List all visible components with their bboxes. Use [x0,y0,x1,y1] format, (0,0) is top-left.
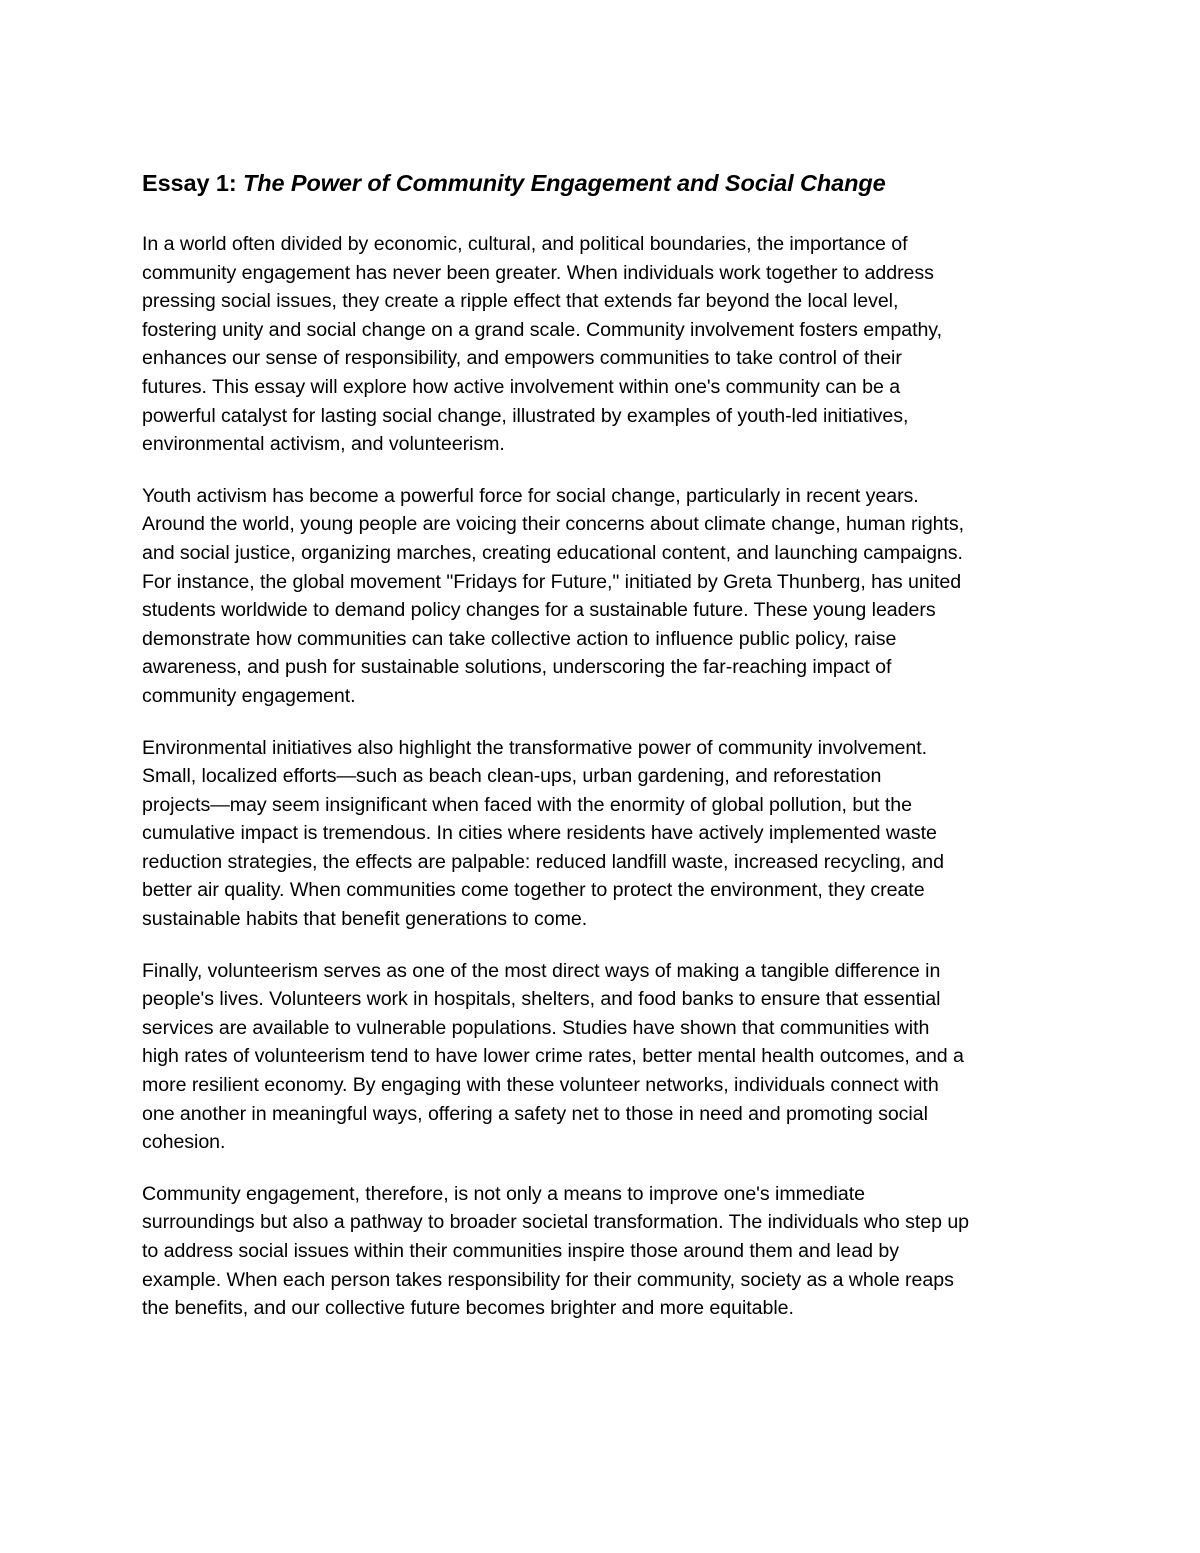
paragraph-line: For instance, the global movement "Fridays for Future," initiated by Greta Thunberg, has united [142,570,962,593]
paragraph-line: community engagement has never been greater. When individuals work together to address [142,261,934,284]
paragraph-environmental [142,734,1067,934]
paragraph-line: Small, localized efforts—such as beach clean-ups, urban gardening, and reforestation [142,765,882,788]
paragraph-line: to address social issues within their communities inspire those around them and lead by [142,1240,899,1262]
paragraph-line: and social justice, organizing marches, creating educational content, and launching campaigns. [142,541,963,564]
paragraph-line: Youth activism has become a powerful force for social change, particularly in recent years. [142,484,919,507]
paragraph-line: fostering unity and social change on a grand scale. Community involvement fosters empathy, [142,318,942,341]
paragraph-line: Around the world, young people are voicing their concerns about climate change, human rights, [142,513,965,536]
paragraph-line: students worldwide to demand policy changes for a sustainable future. These young leaders [142,599,936,622]
paragraph-line: one another in meaningful ways, offering a safety net to those in need and promoting social [142,1102,928,1125]
essay-heading [142,166,1067,200]
essay-heading-title: The Power of Community Engagement and Social Change [243,170,886,196]
paragraph-line: reduction strategies, the effects are palpable: reduced landfill waste, increased recycling, and [142,850,944,873]
paragraph-line: the benefits, and our collective future becomes brighter and more equitable. [142,1297,794,1320]
essay-body [142,166,1067,1346]
paragraph-line: projects—may seem insignificant when faced with the enormity of global pollution, but the [142,793,912,816]
paragraph-intro [142,230,1067,459]
paragraph-line: cohesion. [142,1131,226,1154]
paragraph-line: Environmental initiatives also highlight the transformative power of community involvement. [142,736,928,759]
paragraph-line: Community engagement, therefore, is not only a means to improve one's immediate [142,1182,865,1205]
paragraph-line: pressing social issues, they create a ripple effect that extends far beyond the local level, [142,290,899,313]
paragraph-line: example. When each person takes responsibility for their community, society as a whole reaps [142,1268,954,1291]
paragraph-line: In a world often divided by economic, cultural, and political boundaries, the importance of [142,233,908,255]
paragraph-line: awareness, and push for sustainable solutions, underscoring the far-reaching impact of [142,656,892,679]
paragraph-line: community engagement. [142,684,356,707]
paragraph-line: powerful catalyst for lasting social change, illustrated by examples of youth-led initiatives, [142,404,909,427]
paragraph-line: more resilient economy. By engaging with these volunteer networks, individuals connect with [142,1074,939,1097]
paragraph-line: high rates of volunteerism tend to have lower crime rates, better mental health outcomes, and a [142,1045,964,1068]
paragraph-youth-activism [142,482,1067,711]
paragraph-line: cumulative impact is tremendous. In cities where residents have actively implemented waste [142,822,937,845]
paragraph-line: futures. This essay will explore how active involvement within one's community can be a [142,375,901,398]
paragraph-line: surroundings but also a pathway to broader societal transformation. The individuals who step up [142,1211,970,1234]
paragraph-line: enhances our sense of responsibility, and empowers communities to take control of their [142,347,902,370]
paragraph-volunteerism [142,957,1067,1157]
paragraph-line: demonstrate how communities can take collective action to influence public policy, raise [142,627,897,650]
essay-heading-prefix: Essay 1: [142,170,244,196]
paragraph-line: Finally, volunteerism serves as one of the most direct ways of making a tangible difference in [142,959,941,982]
paragraph-line: better air quality. When communities come together to protect the environment, they create [142,879,925,902]
paragraph-line: sustainable habits that benefit generations to come. [142,908,588,931]
paragraph-line: services are available to vulnerable populations. Studies have shown that communities with [142,1016,930,1039]
paragraph-conclusion [142,1180,1067,1323]
paragraph-line: people's lives. Volunteers work in hospitals, shelters, and food banks to ensure that essential [142,988,941,1011]
paragraph-line: environmental activism, and volunteerism. [142,433,505,456]
